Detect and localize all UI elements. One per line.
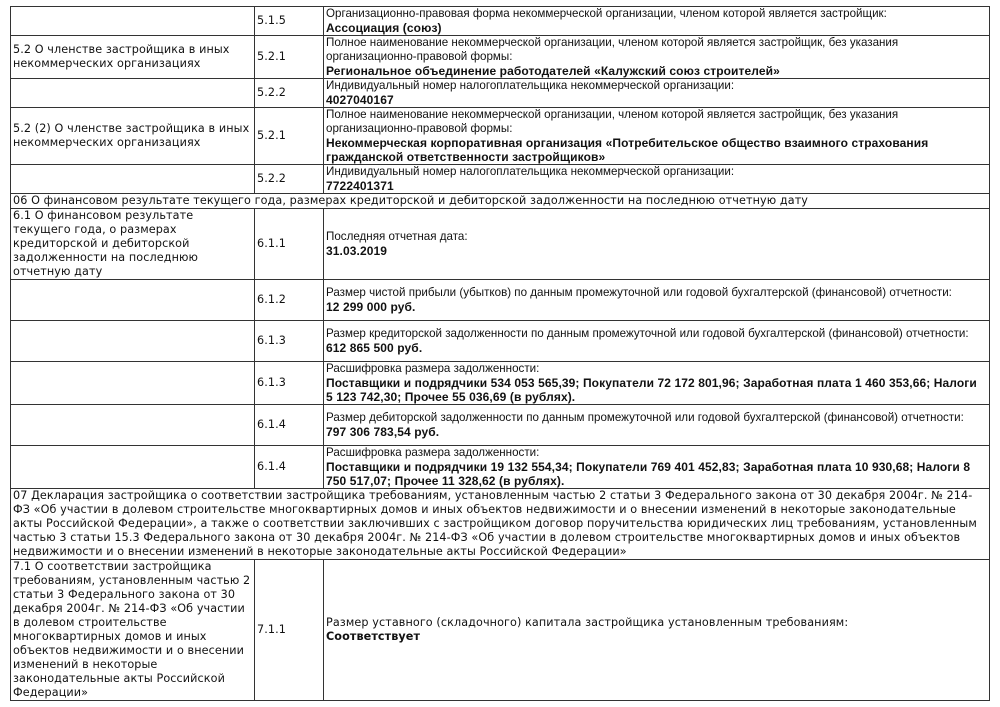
table-row [11,560,990,701]
table-row [11,209,990,280]
item-code: 5.2.2 [255,79,324,108]
section-heading-row [11,489,990,560]
section-cell [11,165,255,194]
item-code: 6.1.3 [255,321,324,362]
declaration-table [10,6,990,701]
item-code: 7.1.1 [255,560,324,701]
item-label: Индивидуальный номер налогоплательщика некоммерческой организации: [326,165,735,178]
section-cell: 5.2 О членстве застройщика в иных некоммерческих организациях [11,36,255,79]
table-row [11,446,990,489]
section-cell [11,362,255,405]
item-value: 4027040167 [326,93,394,107]
item-code: 5.2.2 [255,165,324,194]
item-content [324,446,990,489]
item-content [324,165,990,194]
item-code: 6.1.3 [255,362,324,405]
item-value: 612 865 500 руб. [326,341,423,355]
item-content [324,321,990,362]
table-row [11,362,990,405]
item-content [324,560,990,701]
item-value: 797 306 783,54 руб. [326,425,440,439]
section-cell: 5.2 (2) О членстве застройщика в иных некоммерческих организациях [11,108,255,165]
item-content [324,7,990,36]
table-row [11,405,990,446]
table-row [11,79,990,108]
section-cell [11,446,255,489]
table-row [11,165,990,194]
item-label: Организационно-правовая форма некоммерческой организации, членом которой является застройщик: [326,7,887,20]
item-content [324,36,990,79]
item-label: Размер дебиторской задолженности по данным промежуточной или годовой бухгалтерской (финансовой) отчетности: [326,411,964,424]
item-value: 31.03.2019 [326,244,388,258]
item-code: 6.1.4 [255,405,324,446]
section-cell [11,405,255,446]
table-row [11,280,990,321]
item-value: Поставщики и подрядчики 534 053 565,39; Покупатели 72 172 801,96; Заработная плата 1 460 353,66; Налоги 5 123 742,30; Прочее 55 036,69 (в рублях). [326,376,977,404]
item-value: Соответствует [326,630,421,643]
item-value: Региональное объединение работодателей «Калужский союз строителей» [326,64,780,78]
table-row [11,321,990,362]
item-code: 6.1.4 [255,446,324,489]
item-label: Расшифровка размера задолженности: [326,362,540,375]
section-heading-row [11,194,990,209]
item-content [324,209,990,280]
item-label: Полное наименование некоммерческой организации, членом которой является застройщик, без указания организационно-правовой формы: [326,36,899,63]
item-code: 5.2.1 [255,108,324,165]
item-value: Поставщики и подрядчики 19 132 554,34; Покупатели 769 401 452,83; Заработная плата 10 930,68; Налоги 8 750 517,07; Прочее 11 328,62 (в рублях). [326,460,971,488]
table-row [11,108,990,165]
item-label: Индивидуальный номер налогоплательщика некоммерческой организации: [326,79,735,92]
item-value: 12 299 000 руб. [326,300,416,314]
section-cell [11,7,255,36]
item-label: Расшифровка размера задолженности: [326,446,540,459]
item-content [324,405,990,446]
item-label: Размер уставного (складочного) капитала застройщика установленным требованиям: [326,616,849,629]
item-label: Размер кредиторской задолженности по данным промежуточной или годовой бухгалтерской (финансовой) отчетности: [326,327,969,340]
section-heading-07: 07 Декларация застройщика о соответствии застройщика требованиям, установленным частью 2 статьи 3 Федерального закона от 30 декабря 2004г. № 214-ФЗ «Об участии в долевом строительстве многоквартирных домов и иных объектов недвижимости и о внесении изменений в некоторые законодательные акты Российской Федерации», а также о соответствии заключивших с застройщиком договор поручительства юридических лиц требованиям, установленным частью 3 статьи 15.3 Федерального закона от 30 декабря 2004г. № 214-ФЗ «Об участии в долевом строительстве многоквартирных домов и иных объектов недвижимости и о внесении изменений в некоторые законодательные акты Российской Федерации» [11,489,990,560]
item-value: Ассоциация (союз) [326,21,442,35]
item-value: Некоммерческая корпоративная организация «Потребительское общество взаимного страхования гражданской ответственности застройщиков» [326,136,929,164]
section-cell: 6.1 О финансовом результате текущего года, о размерах кредиторской и дебиторской задолженности на последнюю отчетную дату [11,209,255,280]
table-row [11,7,990,36]
item-label: Размер чистой прибыли (убытков) по данным промежуточной или годовой бухгалтерской (финансовой) отчетности: [326,286,952,299]
item-code: 6.1.1 [255,209,324,280]
item-code: 5.2.1 [255,36,324,79]
item-code: 6.1.2 [255,280,324,321]
item-content [324,108,990,165]
section-cell [11,321,255,362]
table-row [11,36,990,79]
section-cell: 7.1 О соответствии застройщика требованиям, установленным частью 2 статьи 3 Федерального закона от 30 декабря 2004г. № 214-ФЗ «Об участии в долевом строительстве многоквартирных домов и иных объектов недвижимости и о внесении изменений в некоторые законодательные акты Российской Федерации» [11,560,255,701]
item-label: Полное наименование некоммерческой организации, членом которой является застройщик, без указания организационно-правовой формы: [326,108,899,135]
section-cell [11,79,255,108]
item-value: 7722401371 [326,179,394,193]
section-heading-06: 06 О финансовом результате текущего года, размерах кредиторской и дебиторской задолженности на последнюю отчетную дату [11,194,990,209]
section-cell [11,280,255,321]
item-content [324,79,990,108]
item-content [324,362,990,405]
item-code: 5.1.5 [255,7,324,36]
item-label: Последняя отчетная дата: [326,230,468,243]
item-content [324,280,990,321]
